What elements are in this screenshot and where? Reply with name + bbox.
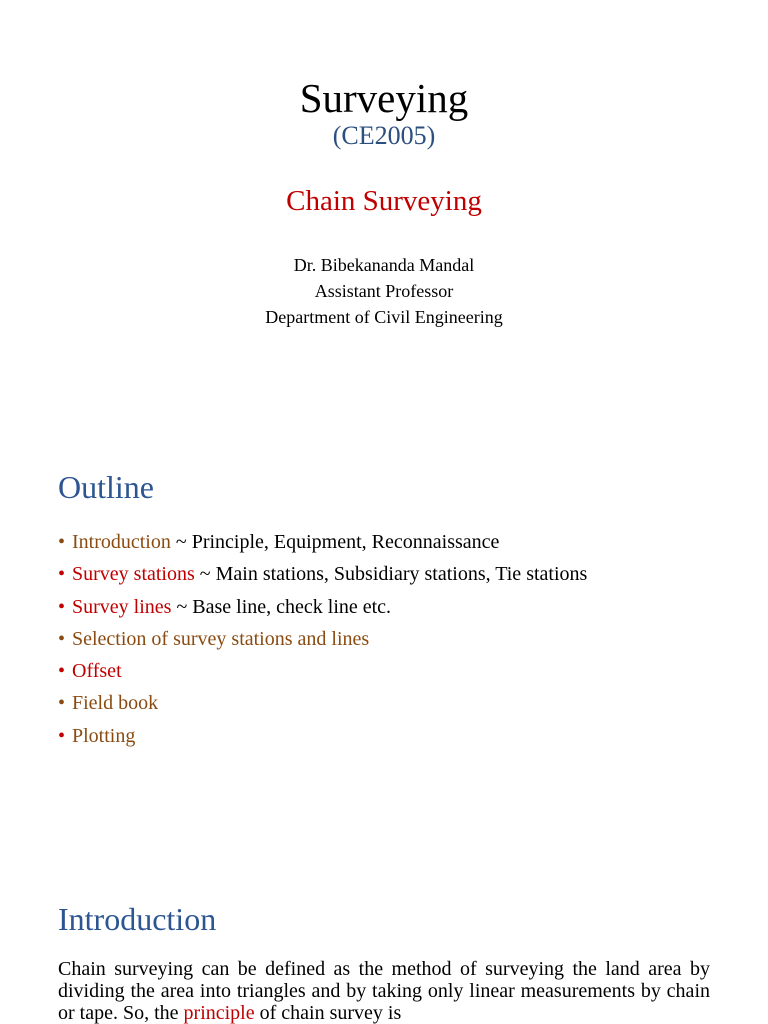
- author-name: Dr. Bibekananda Mandal: [293, 255, 475, 275]
- slide-subtitle: Chain Surveying: [286, 185, 482, 217]
- bullet-icon: •: [58, 660, 66, 683]
- highlighted-term: principle: [183, 1002, 255, 1024]
- author-role: Assistant Professor: [314, 281, 454, 301]
- bullet-icon: •: [58, 627, 66, 650]
- bullet-icon: •: [58, 531, 66, 553]
- paragraph-text: of chain survey is: [254, 1002, 402, 1024]
- outline-item-label: Selection of survey stations and lines: [72, 627, 370, 650]
- list-item: [58, 687, 587, 719]
- list-item: [58, 558, 587, 590]
- course-code: (CE2005): [332, 121, 436, 150]
- introduction-paragraph: [58, 958, 710, 1024]
- outline-list: [58, 526, 587, 752]
- outline-item-detail: ~ Main stations, Subsidiary stations, Tie stations: [194, 563, 588, 586]
- list-item: [58, 526, 587, 558]
- bullet-icon: •: [58, 692, 66, 715]
- outline-item-detail: ~ Principle, Equipment, Reconnaissance: [170, 531, 500, 553]
- slide-title: Surveying: [299, 75, 469, 121]
- list-item: [58, 655, 587, 687]
- outline-item-label: Introduction: [72, 531, 171, 553]
- list-item: [58, 591, 587, 623]
- outline-heading: Outline: [58, 469, 154, 505]
- outline-item-label: Offset: [72, 660, 122, 683]
- bullet-icon: •: [58, 595, 66, 618]
- bullet-icon: •: [58, 563, 66, 586]
- list-item: [58, 720, 587, 752]
- author-department: Department of Civil Engineering: [265, 307, 503, 327]
- outline-item-label: Survey lines: [72, 595, 172, 618]
- introduction-heading: Introduction: [58, 901, 217, 937]
- outline-item-label: Survey stations: [72, 563, 195, 586]
- outline-item-detail: ~ Base line, check line etc.: [171, 595, 392, 618]
- list-item: [58, 623, 587, 655]
- paragraph-text: Chain surveying can be defined as the method of surveying the land area by dividing the area into triangles and by taking only linear measurements by chain or tape. So, the: [58, 958, 710, 1024]
- outline-item-label: Field book: [72, 692, 159, 715]
- outline-item-label: Plotting: [72, 724, 136, 747]
- bullet-icon: •: [58, 724, 66, 747]
